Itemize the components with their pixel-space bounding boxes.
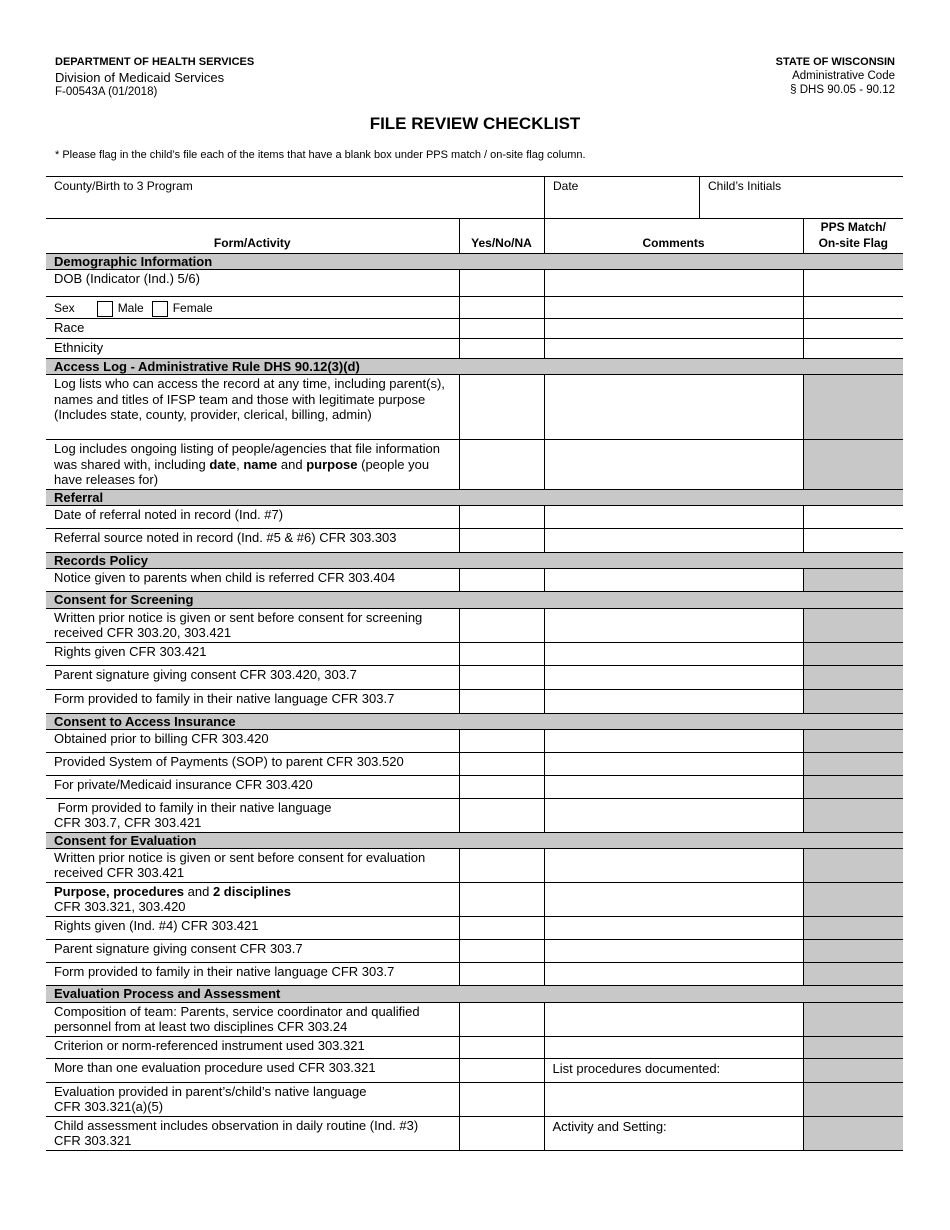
sex-label: Sex — [54, 301, 75, 316]
comments-cell[interactable] — [544, 608, 803, 642]
yes-no-na-cell[interactable] — [459, 319, 544, 339]
section-header — [46, 832, 903, 848]
table-row — [46, 1082, 903, 1116]
table-row — [46, 505, 903, 528]
yes-no-na-cell[interactable] — [459, 608, 544, 642]
form-id: F-00543A (01/2018) — [55, 86, 158, 98]
row-label: More than one evaluation procedure used CFR 303.321 — [46, 1058, 459, 1082]
yes-no-na-cell[interactable] — [459, 297, 544, 319]
yes-no-na-cell[interactable] — [459, 505, 544, 528]
comments-cell[interactable] — [544, 440, 803, 490]
pps-flag-cell[interactable] — [803, 319, 903, 339]
pps-flag-cell-shaded — [803, 882, 903, 916]
row-label: Rights given CFR 303.421 — [46, 642, 459, 665]
female-label: Female — [172, 301, 213, 316]
table-row — [46, 297, 903, 319]
pps-flag-cell-shaded — [803, 689, 903, 713]
page-title: FILE REVIEW CHECKLIST — [369, 114, 581, 133]
yes-no-na-cell[interactable] — [459, 939, 544, 962]
row-label: Race — [46, 319, 459, 339]
state-name: STATE OF WISCONSIN — [775, 56, 895, 68]
instruction-note: * Please flag in the child’s file each of the items that have a blank box under PPS match / on-site flag column. — [55, 149, 586, 161]
row-label: Parent signature giving consent CFR 303.420, 303.7 — [46, 665, 459, 689]
list-procedures-label: List procedures documented: — [552, 1060, 721, 1076]
row-label: Form provided to family in their native language CFR 303.7 — [46, 962, 459, 985]
pps-flag-cell-shaded — [803, 1082, 903, 1116]
yes-no-na-cell[interactable] — [459, 1036, 544, 1058]
row-label: DOB (Indicator (Ind.) 5/6) — [46, 270, 459, 297]
pps-flag-cell-shaded — [803, 665, 903, 689]
row-label: Composition of team: Parents, service coordinator and qualified personnel from at least two disciplines CFR 303.24 — [46, 1002, 459, 1036]
pps-flag-cell-shaded — [803, 642, 903, 665]
header-right — [776, 55, 895, 97]
comments-cell[interactable] — [544, 1082, 803, 1116]
row-label: Referral source noted in record (Ind. #5 & #6) CFR 303.303 — [46, 528, 459, 552]
county-field[interactable] — [46, 177, 544, 219]
comments-cell[interactable] — [544, 798, 803, 832]
pps-flag-cell-shaded — [803, 729, 903, 752]
admin-code: Administrative Code — [792, 70, 895, 82]
table-row — [46, 882, 903, 916]
table-row — [46, 339, 903, 359]
pps-flag-cell-shaded — [803, 440, 903, 490]
yes-no-na-cell[interactable] — [459, 568, 544, 591]
table-row — [46, 798, 903, 832]
pps-flag-cell[interactable] — [803, 505, 903, 528]
section-demographic: Demographic Information — [46, 254, 903, 270]
pps-flag-cell-shaded — [803, 775, 903, 798]
section-consent-evaluation: Consent for Evaluation — [46, 832, 903, 848]
comments-cell[interactable] — [544, 689, 803, 713]
row-label: Criterion or norm-referenced instrument used 303.321 — [46, 1036, 459, 1058]
comments-cell[interactable] — [544, 319, 803, 339]
comments-cell[interactable] — [544, 270, 803, 297]
pps-flag-cell-shaded — [803, 752, 903, 775]
row-label: Obtained prior to billing CFR 303.420 — [46, 729, 459, 752]
section-referral: Referral — [46, 489, 903, 505]
section-header — [46, 359, 903, 375]
pps-flag-cell-shaded — [803, 375, 903, 440]
activity-setting-label: Activity and Setting: — [552, 1118, 667, 1134]
row-label: Form provided to family in their native language CFR 303.7, CFR 303.421 — [46, 798, 459, 832]
comments-cell[interactable] — [544, 568, 803, 591]
col-yes-no-na: Yes/No/NA — [459, 219, 544, 254]
yes-no-na-cell[interactable] — [459, 1058, 544, 1082]
yes-no-na-cell[interactable] — [459, 1002, 544, 1036]
comments-cell[interactable] — [544, 1116, 803, 1150]
row-label: Evaluation provided in parent’s/child’s native language CFR 303.321(a)(5) — [46, 1082, 459, 1116]
table-row — [46, 1058, 903, 1082]
yes-no-na-cell[interactable] — [459, 375, 544, 440]
col-form-activity: Form/Activity — [46, 219, 459, 254]
yes-no-na-cell[interactable] — [459, 642, 544, 665]
comments-cell[interactable] — [544, 939, 803, 962]
pps-flag-cell-shaded — [803, 608, 903, 642]
pps-flag-cell-shaded — [803, 916, 903, 939]
comments-cell[interactable] — [544, 297, 803, 319]
table-header-row — [46, 219, 903, 254]
checklist-table — [46, 218, 903, 1151]
section-evaluation-process: Evaluation Process and Assessment — [46, 985, 903, 1002]
comments-cell[interactable] — [544, 1036, 803, 1058]
table-row — [46, 775, 903, 798]
table-row — [46, 939, 903, 962]
yes-no-na-cell[interactable] — [459, 882, 544, 916]
comments-cell[interactable] — [544, 505, 803, 528]
pps-flag-cell-shaded — [803, 1036, 903, 1058]
department-name: DEPARTMENT OF HEALTH SERVICES — [55, 56, 255, 68]
comments-cell[interactable] — [544, 848, 803, 882]
pps-flag-cell[interactable] — [803, 270, 903, 297]
pps-flag-cell[interactable] — [803, 297, 903, 319]
table-row — [46, 440, 903, 490]
pps-flag-cell-shaded — [803, 1116, 903, 1150]
yes-no-na-cell[interactable] — [459, 962, 544, 985]
row-label: Form provided to family in their native language CFR 303.7 — [46, 689, 459, 713]
comments-cell[interactable] — [544, 528, 803, 552]
row-label — [46, 297, 459, 319]
table-row — [46, 375, 903, 440]
initials-field[interactable] — [699, 177, 903, 219]
pps-flag-cell-shaded — [803, 939, 903, 962]
comments-cell[interactable] — [544, 962, 803, 985]
comments-cell[interactable] — [544, 775, 803, 798]
row-label: Provided System of Payments (SOP) to parent CFR 303.520 — [46, 752, 459, 775]
yes-no-na-cell[interactable] — [459, 848, 544, 882]
row-label: Log lists who can access the record at any time, including parent(s), names and titles of IFSP team and those with legitimate purpose (Includes state, county, provider, clerical, billing, admin) — [46, 375, 459, 440]
table-row — [46, 665, 903, 689]
yes-no-na-cell[interactable] — [459, 689, 544, 713]
initials-label: Child’s Initials — [708, 179, 782, 193]
section-consent-insurance: Consent to Access Insurance — [46, 713, 903, 729]
table-row — [46, 270, 903, 297]
division-name: Division of Medicaid Services — [55, 70, 225, 85]
yes-no-na-cell[interactable] — [459, 528, 544, 552]
comments-cell[interactable] — [544, 665, 803, 689]
table-row — [46, 608, 903, 642]
table-row — [46, 689, 903, 713]
pps-flag-cell-shaded — [803, 848, 903, 882]
table-row — [46, 642, 903, 665]
yes-no-na-cell[interactable] — [459, 798, 544, 832]
yes-no-na-cell[interactable] — [459, 665, 544, 689]
table-row — [46, 752, 903, 775]
male-label: Male — [117, 301, 144, 316]
row-label: Notice given to parents when child is referred CFR 303.404 — [46, 568, 459, 591]
pps-flag-cell-shaded — [803, 962, 903, 985]
row-label: Date of referral noted in record (Ind. #7) — [46, 505, 459, 528]
row-label: For private/Medicaid insurance CFR 303.420 — [46, 775, 459, 798]
col-pps-match: PPS Match/ On-site Flag — [803, 219, 903, 254]
yes-no-na-cell[interactable] — [459, 1082, 544, 1116]
yes-no-na-cell[interactable] — [459, 270, 544, 297]
section-header — [46, 713, 903, 729]
table-row — [46, 319, 903, 339]
yes-no-na-cell[interactable] — [459, 775, 544, 798]
col-comments: Comments — [544, 219, 803, 254]
yes-no-na-cell[interactable] — [459, 729, 544, 752]
male-checkbox[interactable] — [97, 301, 113, 317]
pps-flag-cell-shaded — [803, 568, 903, 591]
table-row — [46, 528, 903, 552]
section-header — [46, 254, 903, 270]
row-label: Log includes ongoing listing of people/agencies that file information was shared with, including date, name and purpose (people you have releases for) — [46, 440, 459, 490]
comments-cell[interactable] — [544, 752, 803, 775]
pps-flag-cell[interactable] — [803, 528, 903, 552]
section-access-log: Access Log - Administrative Rule DHS 90.12(3)(d) — [46, 359, 903, 375]
yes-no-na-cell[interactable] — [459, 916, 544, 939]
table-row — [46, 1116, 903, 1150]
table-row — [46, 916, 903, 939]
comments-cell[interactable] — [544, 642, 803, 665]
table-row — [46, 1036, 903, 1058]
pps-flag-cell-shaded — [803, 1002, 903, 1036]
code-section: § DHS 90.05 - 90.12 — [790, 84, 895, 96]
row-label: Child assessment includes observation in daily routine (Ind. #3) CFR 303.321 — [46, 1116, 459, 1150]
yes-no-na-cell[interactable] — [459, 752, 544, 775]
yes-no-na-cell[interactable] — [459, 1116, 544, 1150]
pps-flag-cell[interactable] — [803, 339, 903, 359]
yes-no-na-cell[interactable] — [459, 440, 544, 490]
table-row — [46, 1002, 903, 1036]
table-row — [46, 568, 903, 591]
row-label: Parent signature giving consent CFR 303.7 — [46, 939, 459, 962]
section-header — [46, 552, 903, 568]
comments-cell[interactable] — [544, 339, 803, 359]
comments-cell[interactable] — [544, 729, 803, 752]
section-header — [46, 489, 903, 505]
table-row — [46, 729, 903, 752]
section-header — [46, 985, 903, 1002]
female-checkbox[interactable] — [152, 301, 168, 317]
row-label: Written prior notice is given or sent before consent for evaluation received CFR 303.421 — [46, 848, 459, 882]
yes-no-na-cell[interactable] — [459, 339, 544, 359]
pps-flag-cell-shaded — [803, 1058, 903, 1082]
row-label: Ethnicity — [46, 339, 459, 359]
comments-cell[interactable] — [544, 916, 803, 939]
date-field[interactable] — [544, 177, 699, 219]
section-header — [46, 591, 903, 608]
table-row — [46, 848, 903, 882]
section-consent-screening: Consent for Screening — [46, 591, 903, 608]
section-records-policy: Records Policy — [46, 552, 903, 568]
county-label: County/Birth to 3 Program — [54, 179, 193, 193]
pps-flag-cell-shaded — [803, 798, 903, 832]
row-label: Written prior notice is given or sent before consent for screening received CFR 303.20, 303.421 — [46, 608, 459, 642]
comments-cell[interactable] — [544, 375, 803, 440]
row-label: Rights given (Ind. #4) CFR 303.421 — [46, 916, 459, 939]
comments-cell[interactable] — [544, 1002, 803, 1036]
comments-cell[interactable] — [544, 1058, 803, 1082]
row-label: Purpose, procedures and 2 disciplines CFR 303.321, 303.420 — [46, 882, 459, 916]
table-row — [46, 962, 903, 985]
program-info-fields — [46, 176, 903, 219]
header-left — [55, 55, 254, 100]
comments-cell[interactable] — [544, 882, 803, 916]
date-label: Date — [553, 179, 579, 193]
